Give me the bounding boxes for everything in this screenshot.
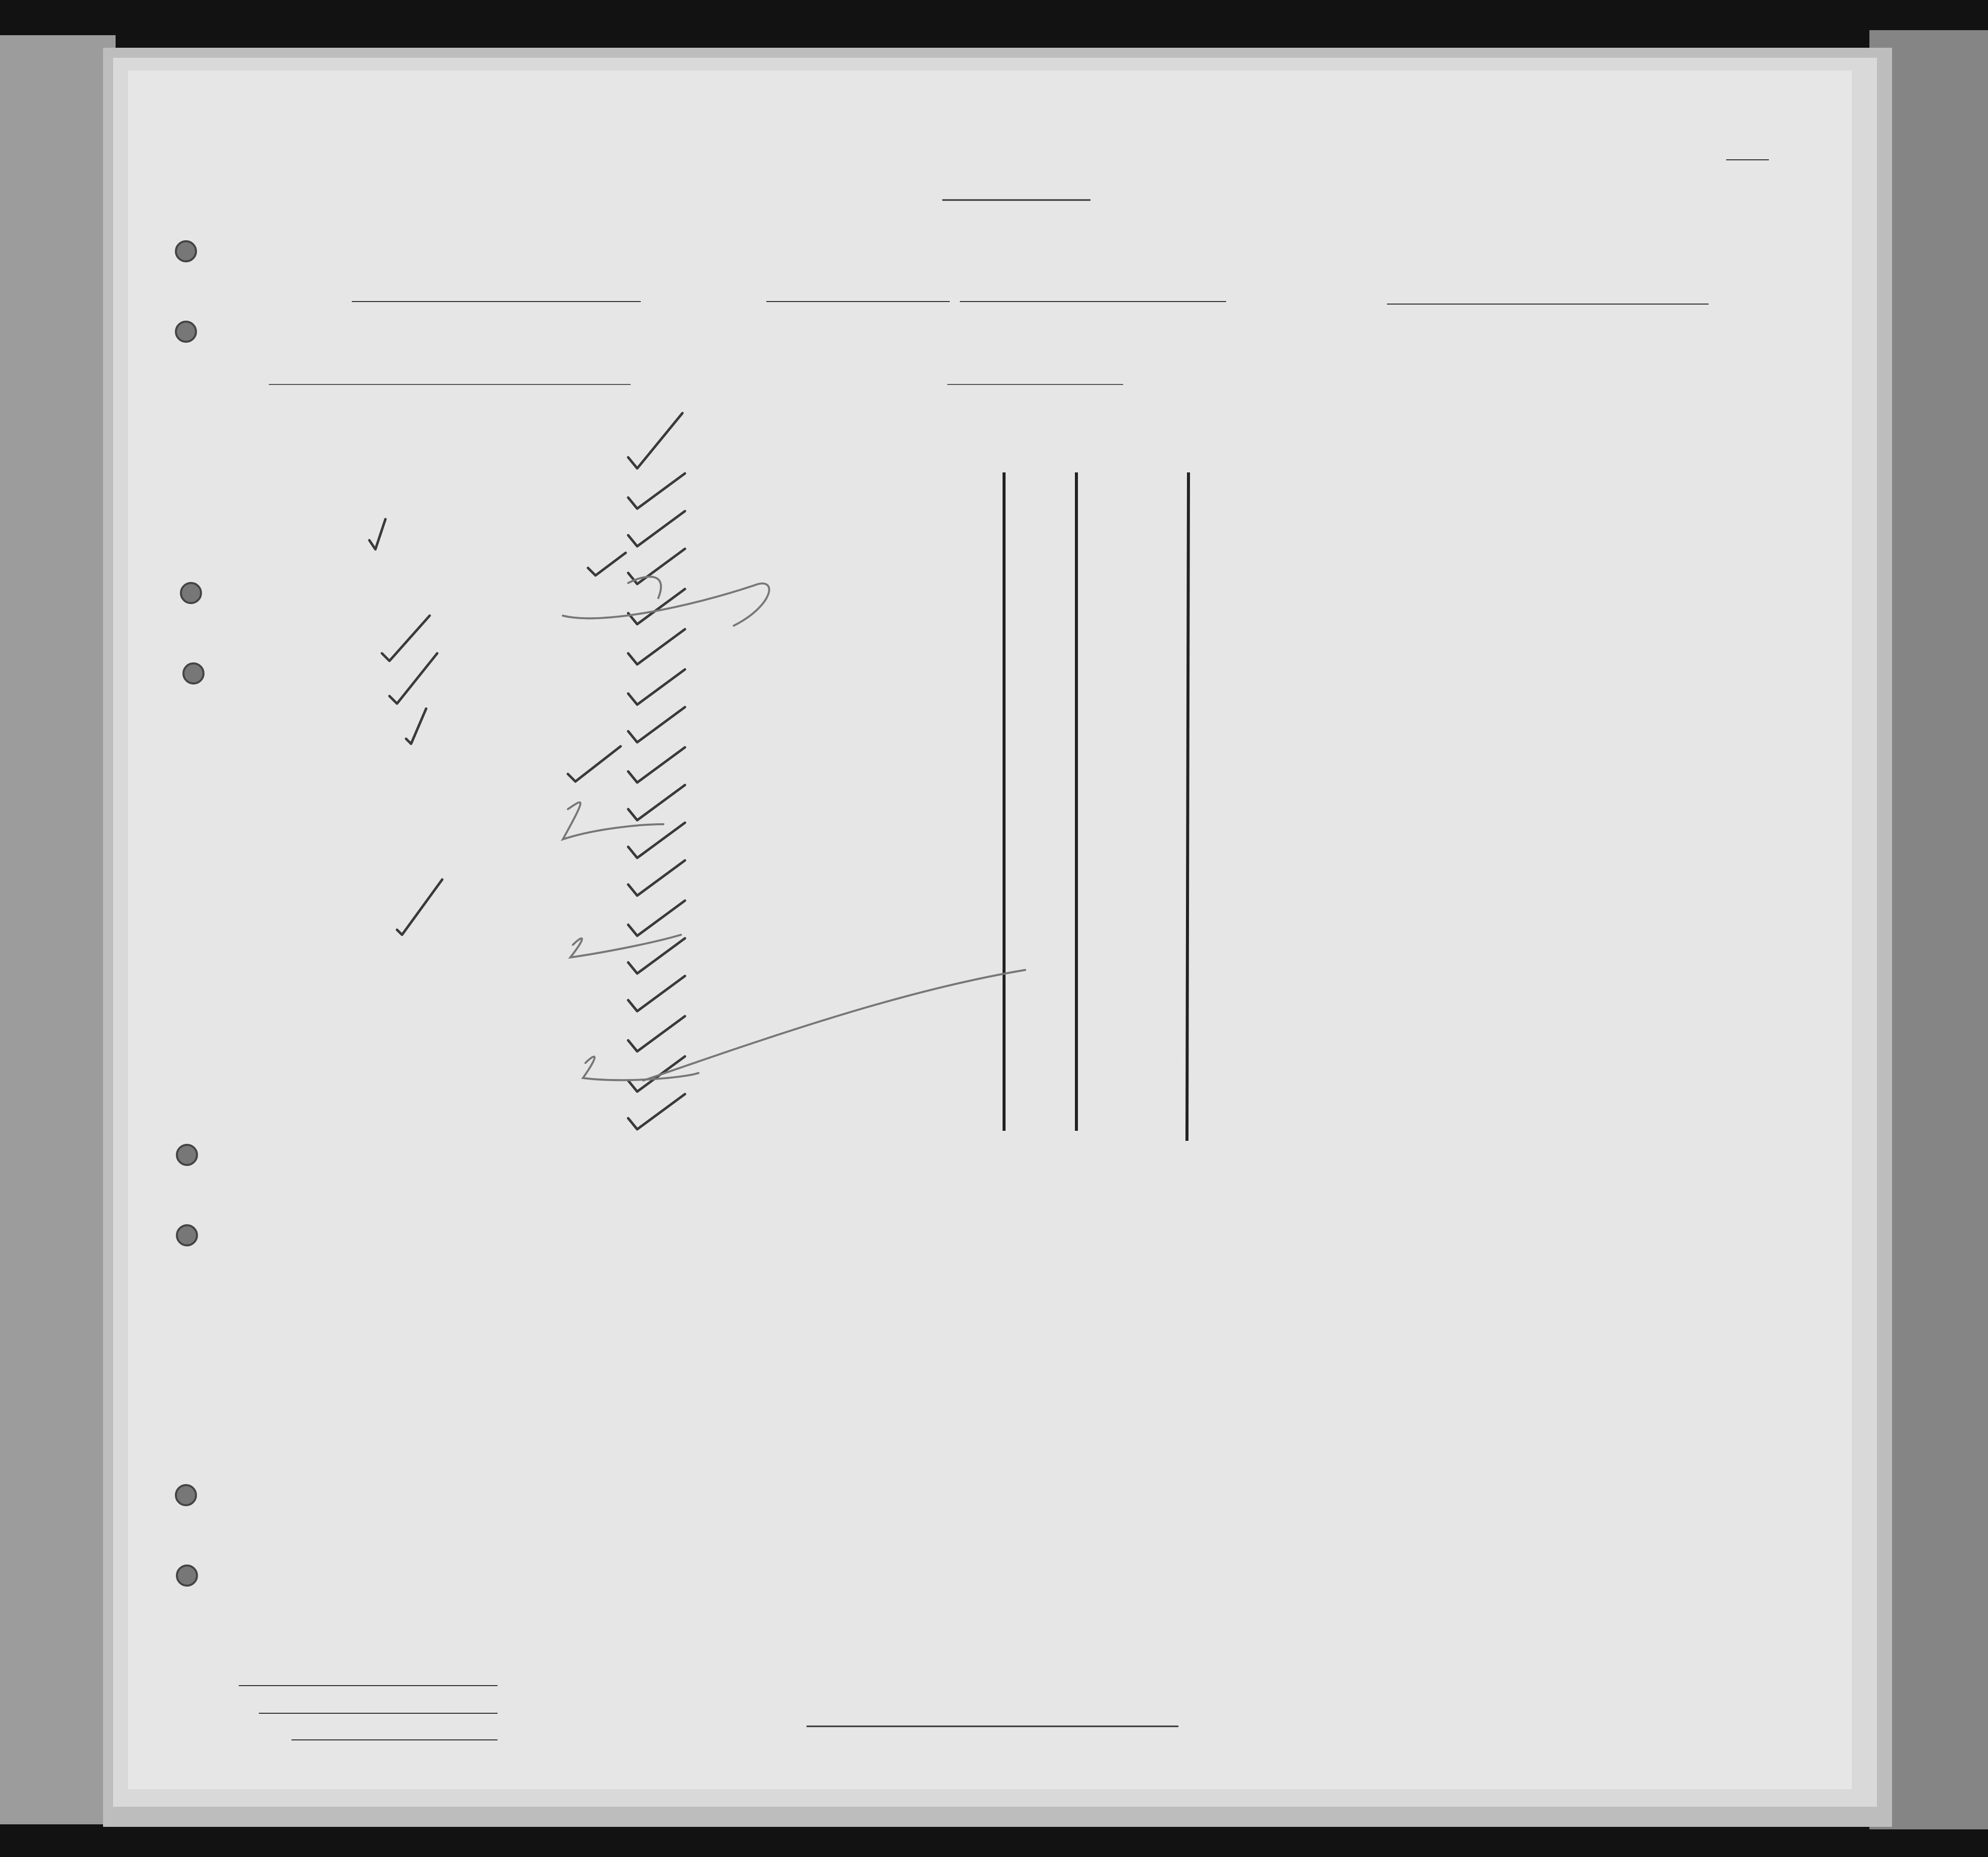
punch-hole: [176, 241, 196, 261]
manifest-page-inner: [128, 70, 1852, 1789]
punch-hole: [176, 322, 196, 342]
punch-hole: [177, 1566, 197, 1586]
punch-hole: [176, 1485, 196, 1505]
left-adjacent-page: [0, 35, 116, 1824]
ditto-line-paid: [1187, 472, 1188, 1141]
punch-hole: [177, 1225, 197, 1245]
punch-hole: [177, 1145, 197, 1165]
punch-hole: [181, 583, 201, 603]
punch-hole: [183, 663, 204, 683]
